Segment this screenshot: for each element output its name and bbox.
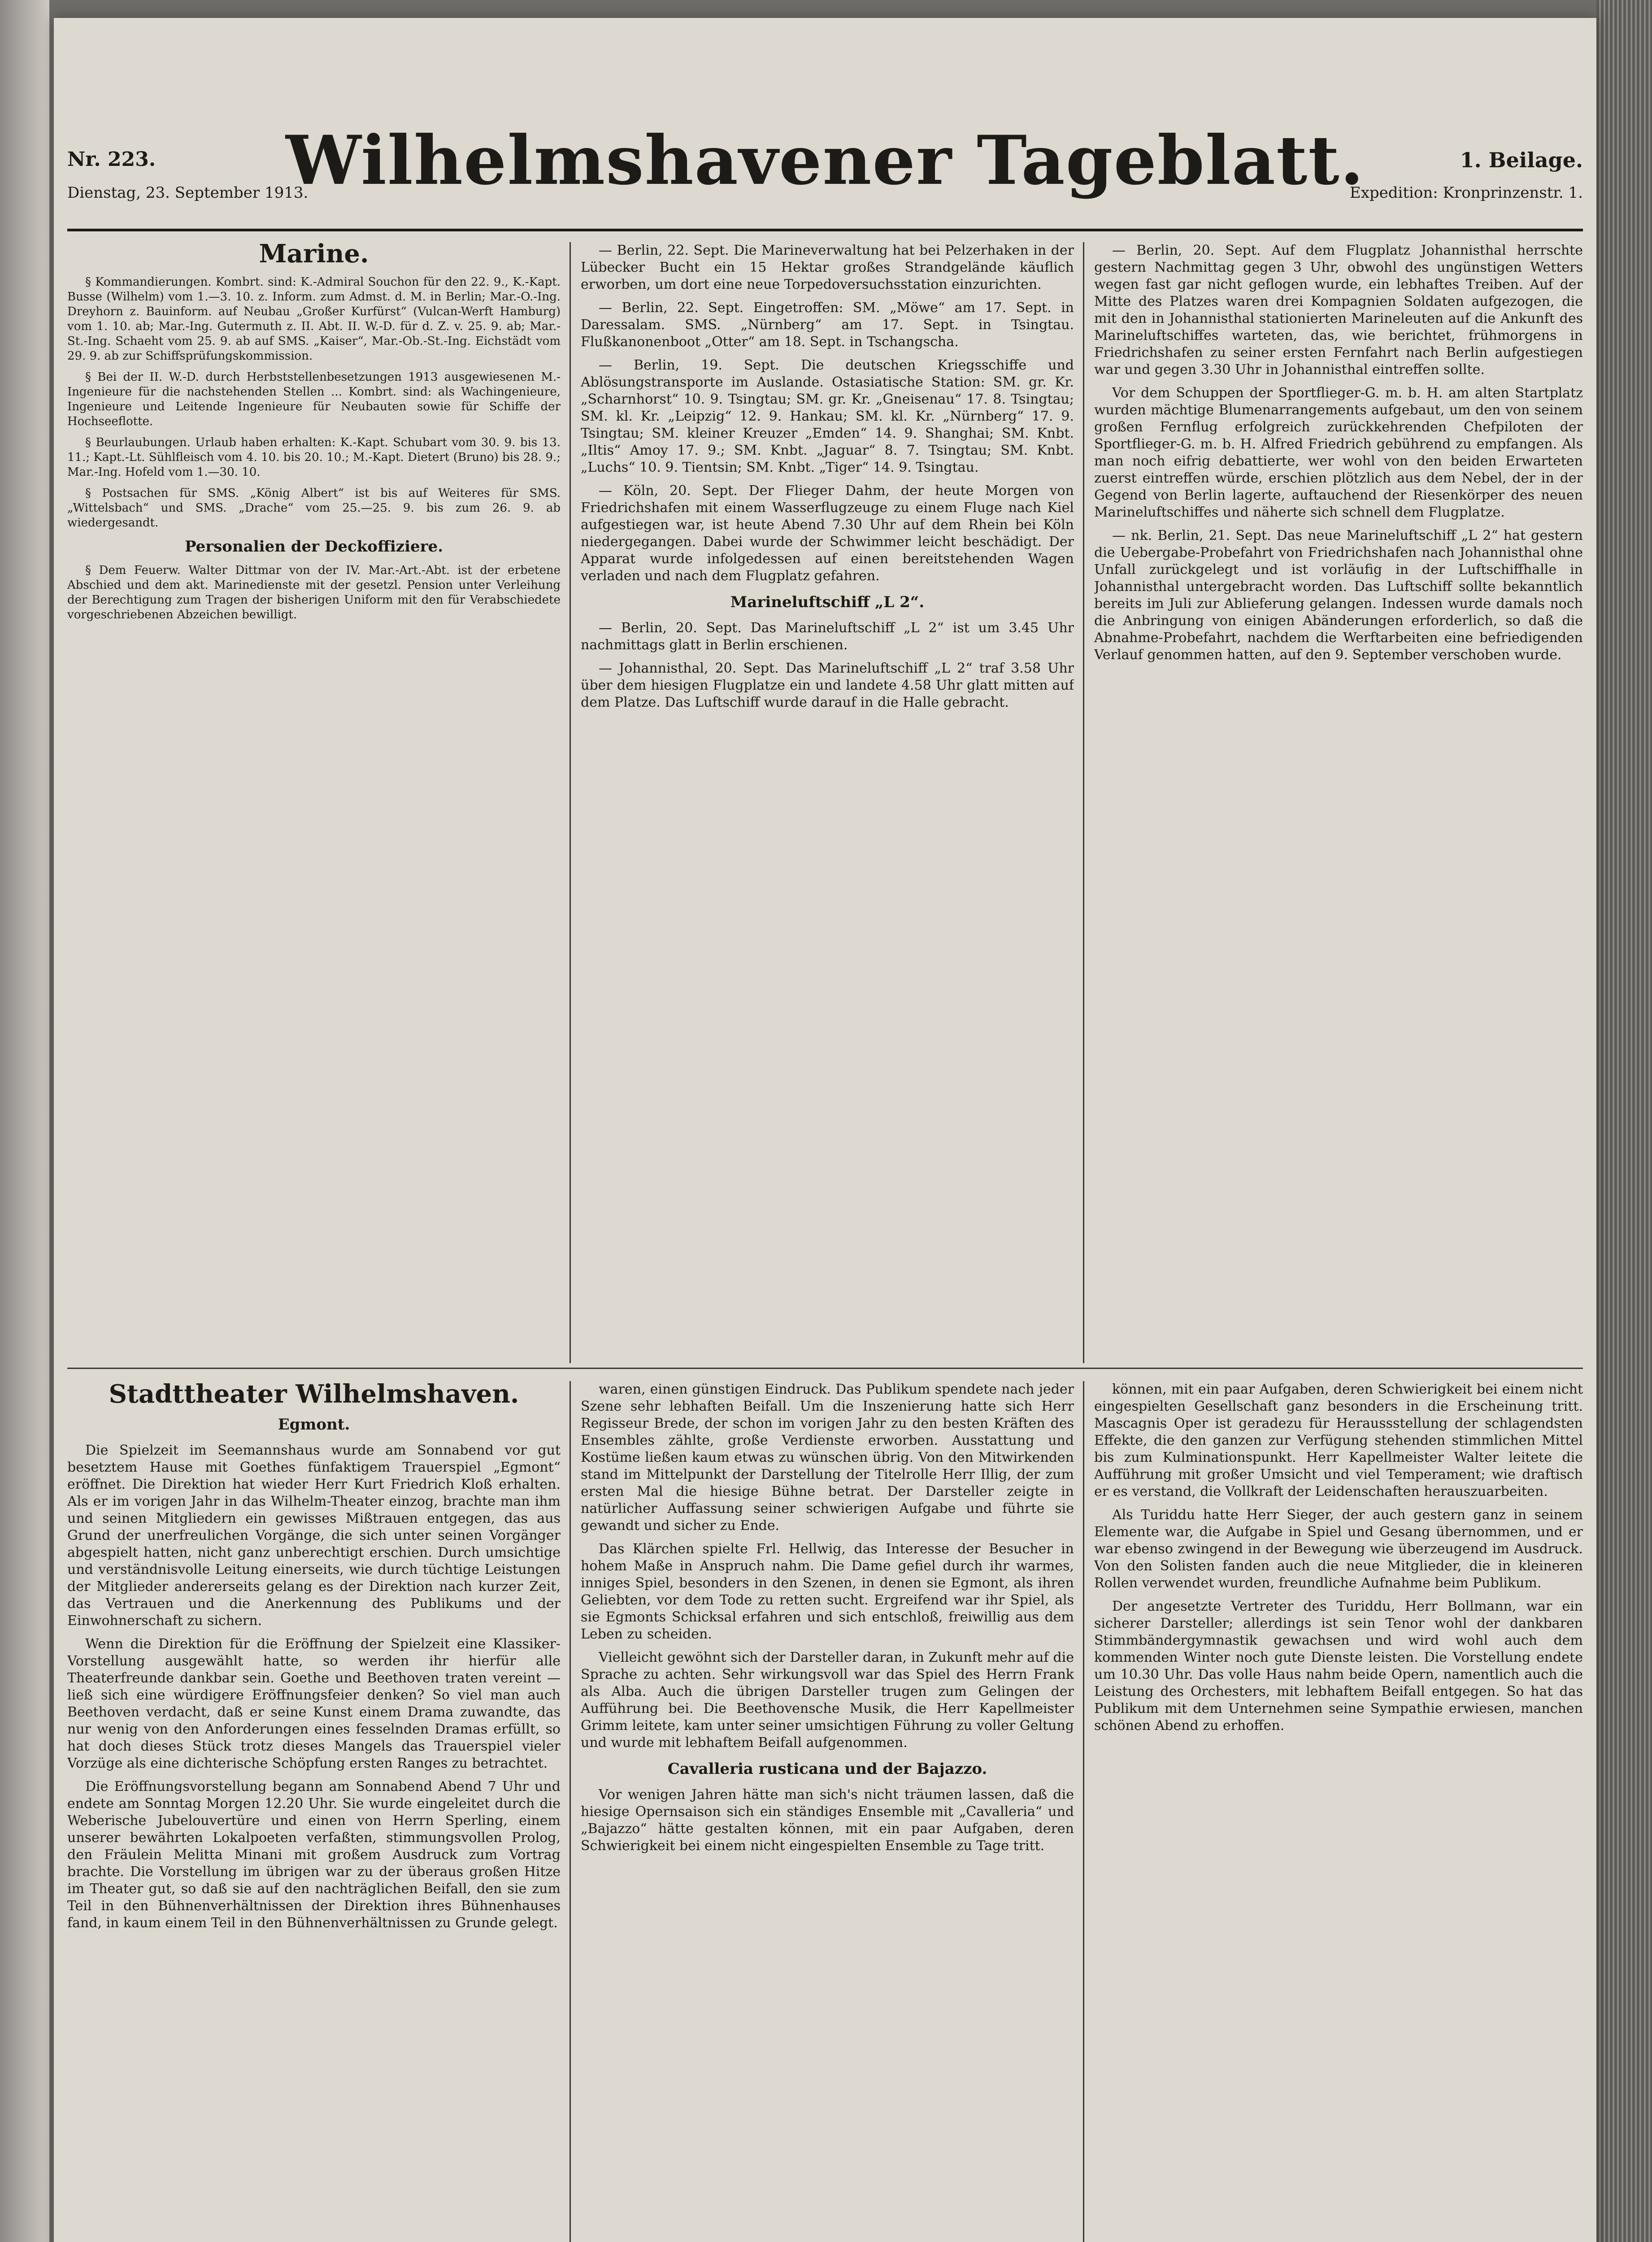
theater-paragraph: Vor wenigen Jahren hätte man sich's nicht träumen lassen, daß die hiesige Opernsaison sich ein ständiges Ensemble mit „Cavalleria“ und „Bajazzo“ hätte gestalten können, mit ein paar Aufgaben, deren Schwierigkeit bei einem nicht eingespielten Ensemble zu Tage tritt. <box>581 1787 1074 1854</box>
column-divider <box>570 1381 571 2242</box>
newspaper-title: Wilhelmshavener Tageblatt. <box>286 121 1365 200</box>
theater-paragraph: Der angesetzte Vertreter des Turiddu, Herr Bollmann, war ein sicherer Darsteller; allerdings ist sein Tenor wohl der dankbaren Stimmbändergymnastik gewachsen und wird wohl auch dem kommenden Winter noch gute Dienste leisten. Die Vorstellung endete um 10.30 Uhr. Das volle Haus nahm beide Opern, namentlich auch die Leistung des Orchesters, mit lebhaftem Beifall entgegen. So hat das Publikum mit dem Unternehmen seine Sympathie erwiesen, manchen schönen Abend zu erhoffen. <box>1094 1599 1583 1734</box>
cavalleria-heading: Cavalleria rusticana und der Bajazzo. <box>667 1760 987 1778</box>
theater-paragraph: waren, einen günstigen Eindruck. Das Publikum spendete nach jeder Szene sehr lebhaften Beifall. Um die Inszenierung hatte sich Herr Regisseur Brede, der schon im vorigen Jahr zu den besten Kräften des Ensembles zählte, große Verdienste erworben. Ausstattung und Kostüme ließen kaum etwas zu wünschen übrig. Von den Mitwirkenden stand im Mittelpunkt der Darstellung der Titelrolle Herr Illig, der zum ersten Mal die hiesige Bühne betrat. Der Darsteller zeigte in natürlicher Auffassung seiner schwierigen Aufgabe und führte sie gewandt und sicher zu Ende. <box>581 1382 1074 1534</box>
marine-paragraph: § Kommandierungen. Kombrt. sind: K.-Admiral Souchon für den 22. 9., K.-Kapt. Busse (Wilhelm) vom 1.—3. 10. z. Inform. zum Admst. d. M. in Berlin; Mar.-O.-Ing. Dreyhorn z. Bauinform. auf Neubau „Großer Kurfürst“ (Vulcan-Werft Hamburg) vom 1. 10. ab; Mar.-Ing. Gutermuth z. II. Abt. II. W.-D. für d. Z. v. 25. 9. ab; Mar.-St.-Ing. Schaeht vom 25. 9. ab auf SMS. „Kaiser“, Mar.-Ob.-St.-Ing. Eichstädt vom 29. 9. ab zur Schiffsprüfungskommission. <box>67 275 561 363</box>
book-spine <box>0 0 49 2242</box>
news-column-right <box>1094 242 1583 1359</box>
marine-paragraph: § Beurlaubungen. Urlaub haben erhalten: K.-Kapt. Schubart vom 30. 9. bis 13. 11.; Kapt.-Lt. Sühlfleisch vom 4. 10. bis 20. 10.; M.-Kapt. Dietert (Bruno) bis 28. 9.; Mar.-Ing. Hofeld vom 1.—30. 10. <box>67 436 561 479</box>
news-paragraph: — Johannisthal, 20. Sept. Das Marineluftschiff „L 2“ traf 3.58 Uhr über dem hiesigen Flugplatze ein und landete 4.58 Uhr glatt mitten auf dem Platze. Das Luftschiff wurde darauf in die Halle gebracht. <box>581 660 1074 710</box>
airship-heading: Marineluftschiff „L 2“. <box>730 593 925 611</box>
newspaper-page <box>54 18 1596 2242</box>
masthead-rule <box>67 229 1583 231</box>
section-divider <box>67 1368 1583 1369</box>
issue-number: Nr. 223. <box>67 148 156 171</box>
news-column <box>581 242 1074 1359</box>
news-paragraph: — Berlin, 20. Sept. Auf dem Flugplatz Johannisthal herrschte gestern Nachmittag gegen 3 Uhr, obwohl des ungünstigen Wetters wegen fast gar nicht geflogen wurde, ein lebhaftes Treiben. Auf der Mitte des Platzes waren drei Kompagnien Soldaten aufgezogen, die mit den in Johannisthal stationierten Marineleuten auf die Ankunft des Marineluftschiffes warteten, das, wie berichtet, frühmorgens in Friedrichshafen zu seiner ersten Fernfahrt nach Berlin aufgestiegen war und gegen 3.30 Uhr in Johannisthal eintreffen sollte. <box>1094 243 1583 378</box>
personal-heading: Personalien der Deckoffiziere. <box>184 538 443 556</box>
news-paragraph: Vor dem Schuppen der Sportflieger-G. m. b. H. am alten Startplatz wurden mächtige Blumenarrangements aufgebaut, um den von seinem großen Fernflug erfolgreich zurückkehrenden Chefpiloten der Sportflieger-G. m. b. H. Alfred Friedrich gebührend zu empfangen. Als man noch eifrig debattierte, wer wohl von den beiden Erwarteten zuerst eintreffen würde, erschien plötzlich aus dem Nebel, der in der Gegend von Berlin lagerte, auftauchend der Riesenkörper des neuen Marineluftschiffes und näherte sich schnell dem Flugplatze. <box>1094 385 1583 520</box>
expedition-address: Expedition: Kronprinzenstr. 1. <box>1349 184 1583 202</box>
theater-paragraph: Vielleicht gewöhnt sich der Darsteller daran, in Zukunft mehr auf die Sprache zu achten. Sehr wirkungsvoll war das Spiel des Herrn Frank als Alba. Auch die übrigen Darsteller trugen zum Gelingen der Aufführung bei. Die Beethovensche Musik, die Herr Kapellmeister Grimm leitete, kam unter seiner umsichtigen Führung zu voller Geltung und wurde mit lebhaftem Beifall aufgenommen. <box>581 1650 1074 1751</box>
column-divider <box>570 242 571 1363</box>
marine-column <box>67 242 561 1359</box>
news-paragraph: — Berlin, 22. Sept. Eingetroffen: SM. „Möwe“ am 17. Sept. in Daressalam. SMS. „Nürnberg“ am 17. Sept. in Tsingtau. Flußkanonenboot „Otter“ am 18. Sept. in Tschangscha. <box>581 300 1074 350</box>
news-paragraph: — Berlin, 22. Sept. Die Marineverwaltung hat bei Pelzerhaken in der Lübecker Bucht ein 15 Hektar großes Strandgelände käuflich erworben, um dort eine neue Torpedoversuchsstation einzurichten. <box>581 243 1074 292</box>
theater-column-3 <box>1094 1381 1583 2242</box>
masthead <box>67 108 1583 233</box>
theater-paragraph: Wenn die Direktion für die Eröffnung der Spielzeit eine Klassiker-Vorstellung ausgewählt hatte, so werden ihr hierfür alle Theaterfreunde dankbar sein. Goethe und Beethoven traten vereint — ließ sich eine würdigere Eröffnungsfeier denken? So viel man auch Beethoven verdacht, daß er seine Kunst einem Drama zuwandte, das nur wenig von den Anforderungen eines fesselnden Dramas erfüllt, so hat doch dieses Stück trotz dieses Mangels das Trauerspiel vieler Vorzüge als eine dichterische Schöpfung ersten Ranges zu betrachtet. <box>67 1636 561 1771</box>
theater-column-2 <box>581 1381 1074 2242</box>
theater-column <box>67 1381 561 2242</box>
theater-subheading: Egmont. <box>278 1416 350 1434</box>
theater-paragraph: Die Eröffnungsvorstellung begann am Sonnabend Abend 7 Uhr und endete am Sonntag Morgen 12.20 Uhr. Sie wurde eingeleitet durch die Weberische Jubelouvertüre und einen von Herrn Sperling, einem unserer bewährten Lokalpoeten verfaßten, stimmungsvollen Prolog, den Fräulein Melitta Minani mit großem Ausdruck zum Vortrag brachte. Die Vorstellung im übrigen war zu der überaus großen Hitze im Theater gut, so daß sie auf den nachträglichen Beifall, den sie zum Teil in den Bühnenverhältnissen der Direktion ihres Bühnenhauses fand, in kaum einem Teil in den Bühnenverhältnissen zu Grunde gelegt. <box>67 1779 561 1931</box>
marine-paragraph: § Bei der II. W.-D. durch Herbststellenbesetzungen 1913 ausgewiesenen M.-Ingenieure für die nachstehenden Stellen ... Kombrt. sind: als Wachingenieure, Ingenieure und Leitende Ingenieure für Neubauten sowie für Schiffe der Hochseeflotte. <box>67 370 561 428</box>
theater-heading: Stadttheater Wilhelmshaven. <box>109 1381 519 1409</box>
marine-heading: Marine. <box>259 242 369 269</box>
news-paragraph: — nk. Berlin, 21. Sept. Das neue Marineluftschiff „L 2“ hat gestern die Uebergabe-Probefahrt von Friedrichshafen nach Johannisthal ohne Unfall zurückgelegt und ist vorläufig in der Luftschiffhalle in Johannisthal untergebracht worden. Das Luftschiff sollte bekanntlich bereits im Juli zur Ablieferung gelangen. Indessen wurde damals noch die Anbringung von einigen Abänderungen erforderlich, so daß die Abnahme-Probefahrt, nachdem die Werftarbeiten eine befriedigenden Verlauf genommen hatten, auf den 9. September verschoben wurde. <box>1094 528 1583 663</box>
news-paragraph: — Berlin, 19. Sept. Die deutschen Kriegsschiffe und Ablösungstransporte im Auslande. Ostasiatische Station: SM. gr. Kr. „Scharnhorst“ 10. 9. Tsingtau; SM. gr. Kr. „Gneisenau“ 17. 8. Tsingtau; SM. kl. Kr. „Leipzig“ 12. 9. Hankau; SM. kl. Kr. „Nürnberg“ 17. 9. Tsingtau; SM. kleiner Kreuzer „Emden“ 14. 9. Shanghai; SM. Knbt. „Iltis“ Amoy 17. 9.; SM. Knbt. „Jaguar“ 8. 7. Tsingtau; SM. Knbt. „Luchs“ 10. 9. Tientsin; SM. Knbt. „Tiger“ 14. 9. Tsingtau. <box>581 357 1074 475</box>
marine-paragraph: § Dem Feuerw. Walter Dittmar von der IV. Mar.-Art.-Abt. ist der erbetene Abschied und dem akt. Marinedienste mit der gesetzl. Pension unter Verleihung der Berechtigung zum Tragen der bisherigen Uniform mit den für Verabschiedete vorgeschriebenen Abzeichen bewilligt. <box>67 564 561 621</box>
supplement-label: 1. Beilage. <box>1460 148 1583 172</box>
theater-paragraph: Als Turiddu hatte Herr Sieger, der auch gestern ganz in seinem Elemente war, die Aufgabe in Spiel und Gesang übernommen, und er war ebenso zwingend in der Bewegung wie überzeugend im Ausdruck. Von den Solisten fanden auch die neue Mitglieder, die in kleineren Rollen verwendet wurden, freundliche Aufnahme beim Publikum. <box>1094 1507 1583 1591</box>
theater-paragraph: Das Klärchen spielte Frl. Hellwig, das Interesse der Besucher in hohem Maße in Anspruch nahm. Die Dame gefiel durch ihr warmes, inniges Spiel, besonders in den Szenen, in denen sie Egmont, als ihren Geliebten, vor dem Tode zu retten sucht. Ergreifend war ihr Spiel, als sie Egmonts Schicksal erfahren und sich entschloß, freiwillig aus dem Leben zu scheiden. <box>581 1541 1074 1642</box>
news-paragraph: — Berlin, 20. Sept. Das Marineluftschiff „L 2“ ist um 3.45 Uhr nachmittags glatt in Berlin erschienen. <box>581 620 1074 653</box>
news-paragraph: — Köln, 20. Sept. Der Flieger Dahm, der heute Morgen von Friedrichshafen mit einem Wasserflugzeuge zu einem Fluge nach Kiel aufgestiegen war, ist heute Abend 7.30 Uhr auf dem Rhein bei Köln niedergegangen. Dabei wurde der Schwimmer leicht beschädigt. Der Apparat wurde infolgedessen auf einen bereitstehenden Wagen verladen und nach dem Flugplatz gefahren. <box>581 483 1074 584</box>
theater-paragraph: Die Spielzeit im Seemannshaus wurde am Sonnabend vor gut besetztem Hause mit Goethes fünfaktigem Trauerspiel „Egmont“ eröffnet. Die Direktion hat wieder Herr Kurt Friedrich Kloß erhalten. Als er im vorigen Jahr in das Wilhelm-Theater einzog, brachte man ihm und seinen Mitgliedern ein gewisses Mißtrauen entgegen, das aus Grund der unerfreulichen Vorgänge, die sich unter seinen Vorgänger abgespielt hatten, nicht ganz unberechtigt erschien. Durch umsichtige und verständnisvolle Leitung einerseits, wie durch tüchtige Leistungen der Mitglieder andererseits gelang es der Direktion nach kurzer Zeit, das Vertrauen und die Anerkennung des Publikums und der Einwohnerschaft zu sichern. <box>67 1443 561 1629</box>
column-divider <box>1083 1381 1084 2242</box>
column-divider <box>1083 242 1084 1363</box>
marine-paragraph: § Postsachen für SMS. „König Albert“ ist bis auf Weiteres für SMS. „Wittelsbach“ und SMS. „Drache“ vom 25.—25. 9. bis zum 26. 9. ab wiedergesandt. <box>67 487 561 530</box>
page-edges <box>1596 0 1652 2242</box>
issue-date: Dienstag, 23. September 1913. <box>67 184 309 202</box>
theater-paragraph: können, mit ein paar Aufgaben, deren Schwierigkeit bei einem nicht eingespielten Gesellschaft ganz besonders in die Erscheinung tritt. Mascagnis Oper ist geradezu für Heraussstellung der schlagendsten Effekte, die den ganzen zur Verfügung stehenden stimmlichen Mittel bis zum Kulminationspunkt. Herr Kapellmeister Walter leitete die Aufführung mit großer Umsicht und viel Temperament; wie draftisch er es verstand, die Vollkraft der Leidenschaften herauszuarbeiten. <box>1094 1382 1583 1499</box>
